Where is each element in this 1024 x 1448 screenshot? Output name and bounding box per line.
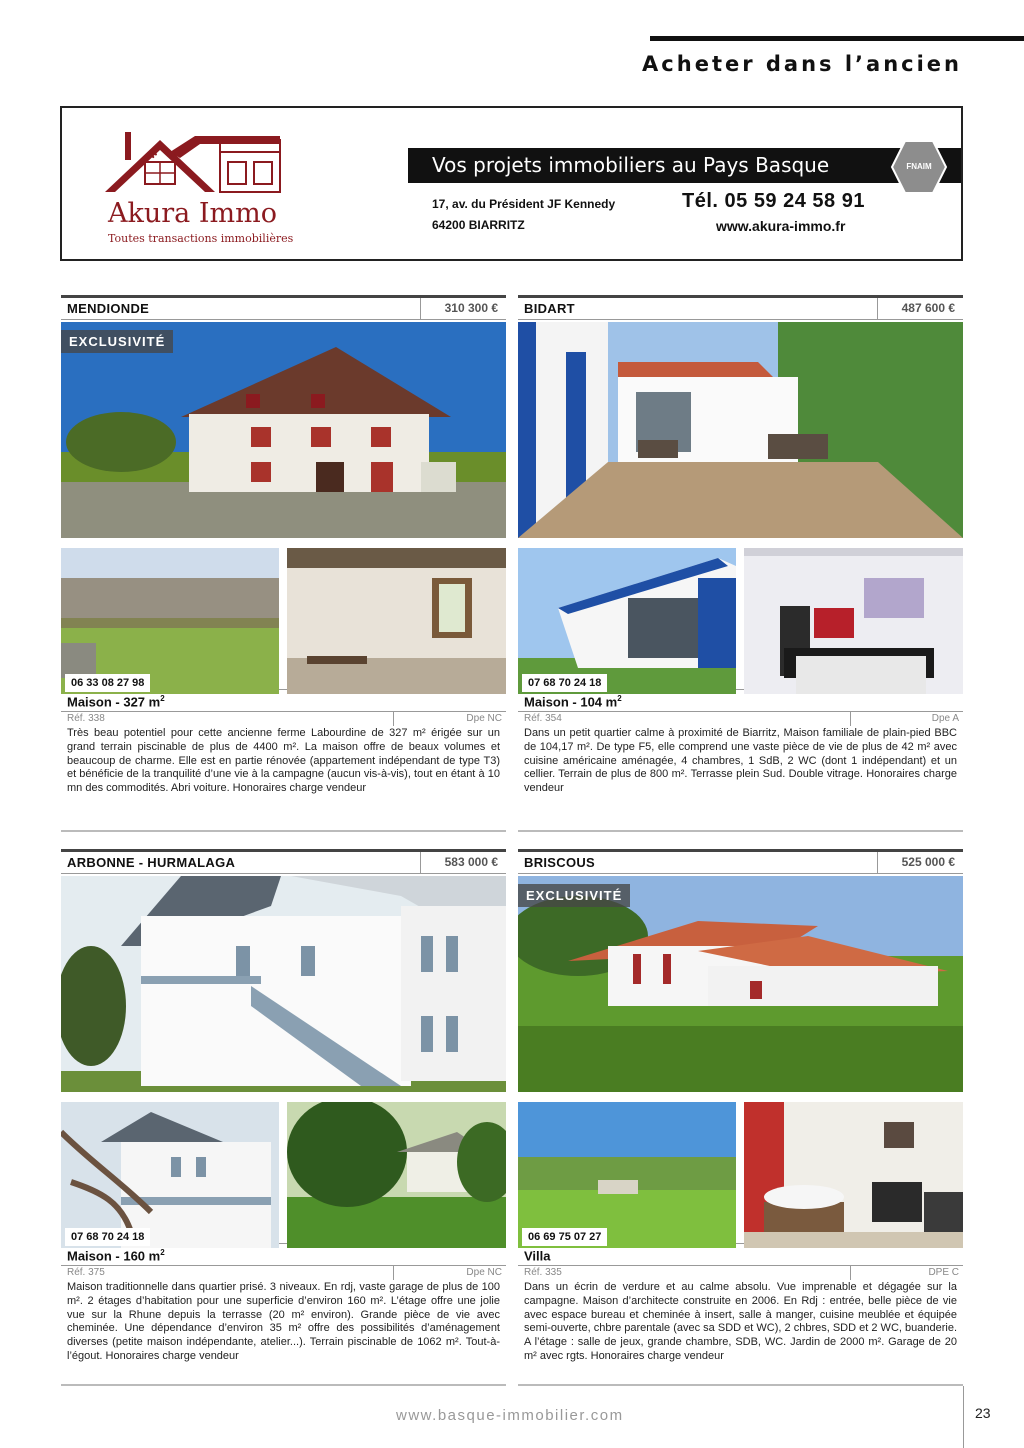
agency-website-link[interactable]: www.akura-immo.fr bbox=[716, 218, 846, 234]
energy-rating: Dpe NC bbox=[466, 1267, 502, 1279]
listing-photos bbox=[518, 874, 963, 1243]
photo-thumbnail[interactable] bbox=[518, 548, 736, 694]
listing-description: Dans un petit quartier calme à proximité de Biarritz, Maison familiale de plain-pied BBC de 104,17 m². De type F5, elle comprend une vaste pièce de vie de plus de 42 m² avec cuisine américaine aménagée, 4 chambres, 1 SdB, 2 WC (dont 1 indépendant) et un cellier. Terrain de plus de 800 m². Terrasse plein Sud. Double vitrage. Honoraires charge vendeur bbox=[524, 727, 957, 795]
reference-row bbox=[518, 1265, 963, 1279]
listing-city: BIDART bbox=[524, 301, 575, 316]
contact-phone[interactable]: 06 33 08 27 98 bbox=[65, 674, 150, 692]
listing-card-bidart[interactable] bbox=[518, 295, 963, 796]
property-type: Villa bbox=[518, 1243, 963, 1265]
photo-thumbnail[interactable] bbox=[287, 1102, 506, 1248]
agency-brand: Akura Immo bbox=[108, 198, 277, 229]
section-title: Acheter dans l’ancien bbox=[642, 52, 962, 76]
listing-description: Maison traditionnelle dans quartier prisé. 3 niveaux. En rdj, vaste garage de plus de 100 m². 2 étages d’habitation pour une superficie d’environ 160 m². L’étage offre une jolie vue sur la Rhune depuis la terrasse (20 m² environ). Grande pièce de vie avec cheminée. Une dépendance d’environ 35 m² offre des possibilités d’aménagement diverses (petite maison indépendante, atelier...). Terrain piscinable de 1062 m². Tout-à-l’égout. Honoraires charge vendeur bbox=[67, 1281, 500, 1362]
fnaim-badge bbox=[890, 138, 948, 196]
listing-city: MENDIONDE bbox=[67, 301, 150, 316]
property-type: Maison - 104 $m^2$ bbox=[518, 689, 963, 711]
listing-header bbox=[518, 849, 963, 874]
listing-photos bbox=[518, 320, 963, 689]
listing-photos bbox=[61, 874, 506, 1243]
listing-city: BRISCOUS bbox=[524, 855, 596, 870]
address-line-1: 17, av. du Président JF Kennedy bbox=[432, 197, 616, 211]
footer-website-link[interactable]: www.basque-immobilier.com bbox=[396, 1407, 624, 1424]
contact-phone[interactable]: 07 68 70 24 18 bbox=[65, 1228, 150, 1246]
unit-exponent: 2 bbox=[617, 694, 622, 703]
header-rule bbox=[650, 36, 1024, 41]
listing-card-mendionde[interactable] bbox=[61, 295, 506, 796]
listing-ref: Réf. 335 bbox=[524, 1267, 562, 1279]
property-type: Maison - 160 $m^2$ bbox=[61, 1243, 506, 1265]
agency-slogan: Vos projets immobiliers au Pays Basque bbox=[408, 148, 961, 183]
listing-header bbox=[518, 295, 963, 320]
agency-tagline: Toutes transactions immobilières bbox=[108, 232, 294, 245]
energy-rating: DPE C bbox=[928, 1267, 959, 1279]
card-divider bbox=[61, 830, 506, 832]
listing-header bbox=[61, 849, 506, 874]
main-photo[interactable] bbox=[61, 876, 506, 1092]
reference-row bbox=[518, 711, 963, 725]
svg-text:✣: ✣ bbox=[149, 150, 158, 161]
photo-thumbnail[interactable] bbox=[61, 548, 279, 694]
listing-price: 525 000 € bbox=[877, 852, 963, 873]
contact-phone[interactable]: 07 68 70 24 18 bbox=[522, 674, 607, 692]
photo-thumbnail[interactable] bbox=[744, 1102, 963, 1248]
energy-rating: Dpe A bbox=[931, 713, 959, 725]
energy-rating: Dpe NC bbox=[466, 713, 502, 725]
card-divider bbox=[61, 1384, 506, 1386]
page-number: 23 bbox=[975, 1405, 991, 1421]
listing-header bbox=[61, 295, 506, 320]
unit-exponent: 2 bbox=[160, 1248, 165, 1257]
card-divider bbox=[518, 830, 963, 832]
main-photo[interactable] bbox=[61, 322, 506, 538]
listing-ref: Réf. 338 bbox=[67, 713, 105, 725]
reference-row bbox=[61, 711, 506, 725]
photo-thumbnail[interactable] bbox=[61, 1102, 279, 1248]
listing-card-arbonne[interactable] bbox=[61, 849, 506, 1364]
photo-thumbnail[interactable] bbox=[287, 548, 506, 694]
listing-price: 583 000 € bbox=[420, 852, 506, 873]
listing-price: 487 600 € bbox=[877, 298, 963, 319]
agency-phone[interactable]: Tél. 05 59 24 58 91 bbox=[682, 190, 865, 212]
exclusivity-badge: EXCLUSIVITÉ bbox=[518, 884, 630, 907]
listing-city: ARBONNE - HURMALAGA bbox=[67, 855, 236, 870]
photo-thumbnail[interactable] bbox=[744, 548, 963, 694]
fnaim-label: FNAIM bbox=[906, 162, 932, 171]
agency-logo bbox=[100, 132, 294, 247]
main-photo[interactable] bbox=[518, 876, 963, 1092]
card-divider bbox=[518, 1384, 963, 1386]
listing-description: Dans un écrin de verdure et au calme absolu. Vue imprenable et dégagée sur la campagne. Maison d’architecte construite en 2006. En Rdj : entrée, belle pièce de vie avec espace bureau et cheminée à insert, salle à manger, cuisine meublée et équipée semi-ouverte, chbre parentale (avec sa SDD et WC), 2 chbres, SDD et 2 WC, buanderie. A l’étage : salle de jeux, grande chambre, SDB, WC. Jardin de 2000 m². Garage de 20 m² avec rgts. Honoraires charge vendeur bbox=[524, 1281, 957, 1362]
listing-card-briscous[interactable] bbox=[518, 849, 963, 1364]
agency-address bbox=[432, 194, 615, 236]
exclusivity-badge: EXCLUSIVITÉ bbox=[61, 330, 173, 353]
reference-row bbox=[61, 1265, 506, 1279]
listing-price: 310 300 € bbox=[420, 298, 506, 319]
listing-ref: Réf. 375 bbox=[67, 1267, 105, 1279]
unit-exponent: 2 bbox=[160, 694, 165, 703]
property-type: Maison - 327 $m^2$ bbox=[61, 689, 506, 711]
listing-photos bbox=[61, 320, 506, 689]
house-logo-icon bbox=[100, 132, 285, 202]
photo-thumbnail[interactable] bbox=[518, 1102, 736, 1248]
address-line-2: 64200 BIARRITZ bbox=[432, 218, 525, 232]
contact-phone[interactable]: 06 69 75 07 27 bbox=[522, 1228, 607, 1246]
listing-description: Très beau potentiel pour cette ancienne ferme Labourdine de 327 m² érigée sur un grand terrain piscinable de plus de 4400 m². La maison offre de beaux volumes et beaucoup de charme. Elle est en partie rénovée (appartement indépendant de type T3) et bénéficie de la tranquilité d’une vie à la campagne (aucun vis-à-vis), tout en étant à 10 mn des commodités. Abri voiture. Honoraires charge vendeur bbox=[67, 727, 500, 795]
listing-ref: Réf. 354 bbox=[524, 713, 562, 725]
main-photo[interactable] bbox=[518, 322, 963, 538]
agency-advert[interactable] bbox=[60, 106, 963, 261]
